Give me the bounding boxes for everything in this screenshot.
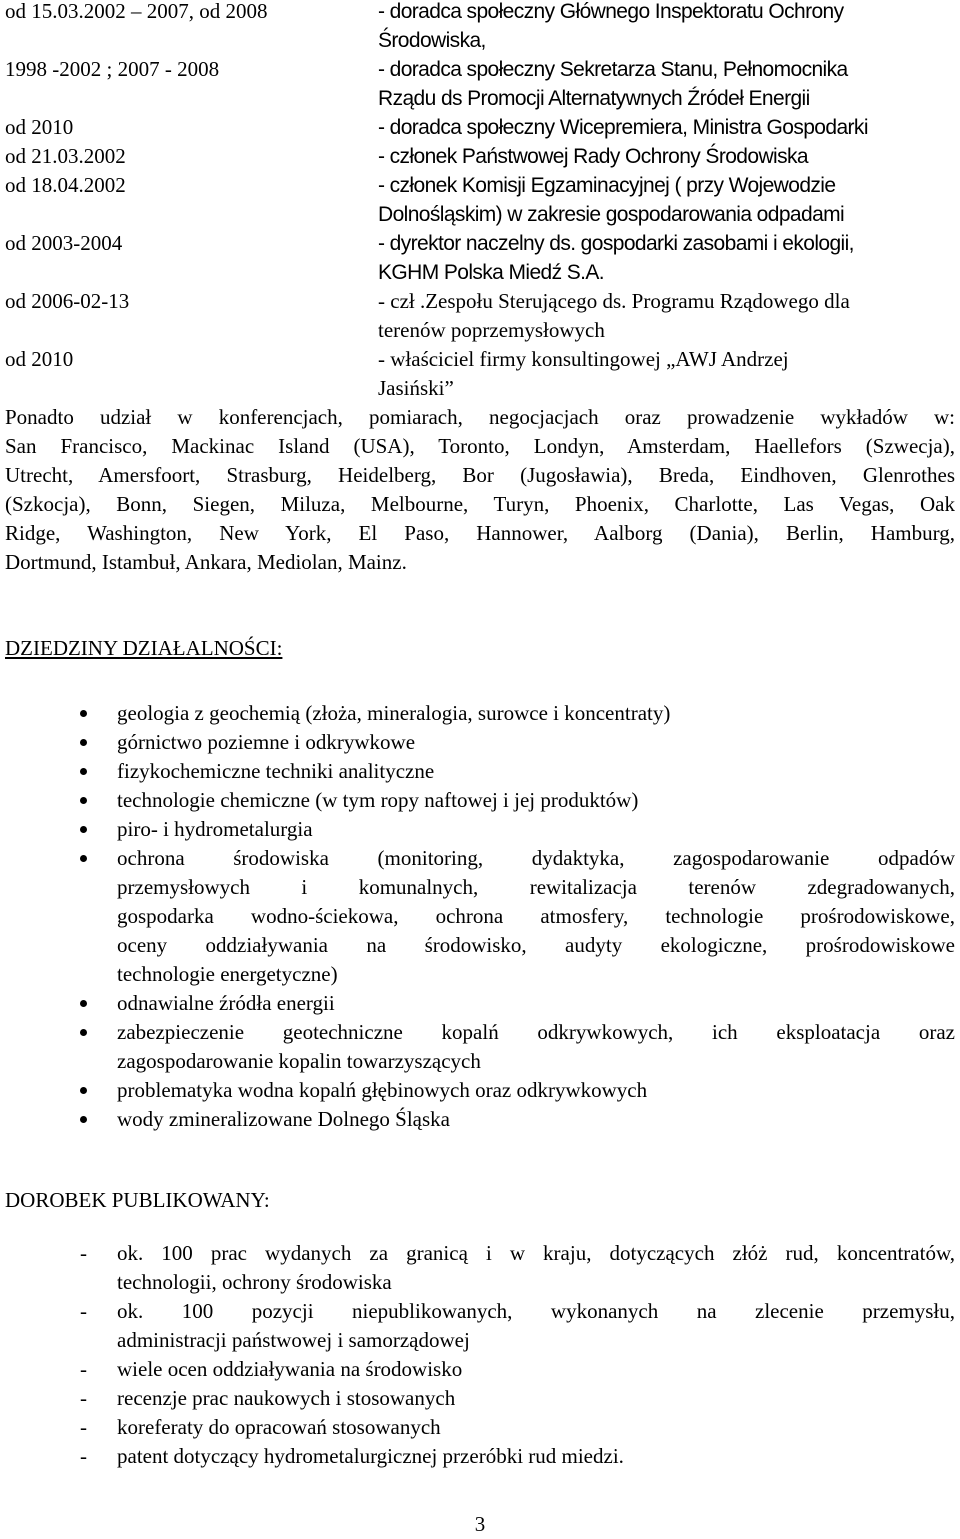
- career-role: [378, 0, 955, 55]
- dash-marker: -: [80, 1444, 87, 1468]
- career-date: od 2006-02-13: [5, 289, 130, 313]
- dash-marker: -: [80, 1357, 87, 1381]
- field-item-line: odnawialne źródła energii: [117, 991, 335, 1015]
- publication-item: [5, 1297, 955, 1355]
- paragraph-line: Ponadto udział w konferencjach, pomiarach, negocjacjach oraz prowadzenie wykładów w:: [5, 405, 955, 429]
- publications-list: [5, 1239, 955, 1471]
- field-item-line: ochrona środowiska (monitoring, dydaktyka, zagospodarowanie odpadów: [117, 846, 955, 870]
- career-role: [378, 113, 955, 142]
- paragraph-line: Dortmund, Istambuł, Ankara, Mediolan, Mainz.: [5, 550, 407, 574]
- career-role-line: Środowiska,: [378, 29, 486, 52]
- career-role-line: Rządu ds Promocji Alternatywnych Źródeł Energii: [378, 87, 810, 110]
- field-item: [5, 1018, 955, 1076]
- field-item: [5, 786, 955, 815]
- field-item-line: zabezpieczenie geotechniczne kopalń odkrywkowych, ich eksploatacja oraz: [117, 1020, 955, 1044]
- publication-item-line: ok. 100 prac wydanych za granicą i w kraju, dotyczących złóż rud, koncentratów,: [117, 1241, 955, 1265]
- career-role-line: - czł .Zespołu Sterującego ds. Programu Rządowego dla: [378, 289, 850, 313]
- career-role-line: - członek Komisji Egzaminacyjnej ( przy Wojewodzie: [378, 174, 836, 197]
- field-item-line: fizykochemiczne techniki analityczne: [117, 759, 435, 783]
- career-role-line: - doradca społeczny Sekretarza Stanu, Pełnomocnika: [378, 58, 848, 81]
- bullet-icon: [80, 797, 87, 804]
- field-item-line: wody zmineralizowane Dolnego Śląska: [117, 1107, 450, 1131]
- paragraph-line: Ridge, Washington, New York, El Paso, Hannower, Aalborg (Dania), Berlin, Hamburg,: [5, 521, 955, 545]
- career-role-line: Dolnośląskim) w zakresie gospodarowania odpadami: [378, 203, 845, 226]
- field-item-line: zagospodarowanie kopalin towarzyszących: [117, 1049, 481, 1073]
- publications-heading: DOROBEK PUBLIKOWANY:: [5, 1188, 270, 1212]
- field-item: [5, 844, 955, 989]
- career-date: od 21.03.2002: [5, 144, 126, 168]
- bullet-icon: [80, 855, 87, 862]
- field-item-line: gospodarka wodno-ściekowa, ochrona atmosfery, technologie prośrodowiskowe,: [117, 904, 955, 928]
- publication-item-line: koreferaty do opracowań stosowanych: [117, 1415, 441, 1439]
- career-role: [378, 229, 955, 287]
- career-row: [5, 171, 955, 229]
- career-role: [378, 171, 955, 229]
- dash-marker: -: [80, 1415, 87, 1439]
- career-role-line: - doradca społeczny Głównego Inspektoratu Ochrony: [378, 0, 844, 23]
- bullet-icon: [80, 1087, 87, 1094]
- career-role-line: - dyrektor naczelny ds. gospodarki zasobami i ekologii,: [378, 232, 854, 255]
- field-item-line: piro- i hydrometalurgia: [117, 817, 313, 841]
- career-role: [378, 55, 955, 113]
- paragraph-line: (Szkocja), Bonn, Siegen, Miluza, Melbourne, Turyn, Phoenix, Charlotte, Las Vegas, Oak: [5, 492, 955, 516]
- bullet-icon: [80, 1116, 87, 1123]
- career-role-line: - doradca społeczny Wicepremiera, Ministra Gospodarki: [378, 116, 868, 139]
- conferences-paragraph: [5, 403, 955, 577]
- career-date: od 2010: [5, 115, 74, 139]
- career-date: od 15.03.2002 – 2007, od 2008: [5, 0, 268, 23]
- career-role: [378, 287, 955, 345]
- fields-heading: DZIEDZINY DZIAŁALNOŚCI:: [5, 636, 283, 660]
- publication-item-line: administracji państwowej i samorządowej: [117, 1328, 470, 1352]
- career-date: od 2010: [5, 347, 74, 371]
- career-row: [5, 345, 955, 403]
- career-row: [5, 0, 955, 55]
- field-item: [5, 815, 955, 844]
- career-row: [5, 55, 955, 113]
- career-list: [5, 0, 955, 403]
- bullet-icon: [80, 710, 87, 717]
- career-date: 1998 -2002 ; 2007 - 2008: [5, 57, 220, 81]
- bullet-icon: [80, 739, 87, 746]
- career-row: [5, 287, 955, 345]
- field-item-line: technologie chemiczne (w tym ropy naftowej i jej produktów): [117, 788, 639, 812]
- document-page: [5, 0, 955, 1471]
- field-item: [5, 989, 955, 1018]
- field-item-line: technologie energetyczne): [117, 962, 338, 986]
- publication-item: [5, 1384, 955, 1413]
- field-item: [5, 1076, 955, 1105]
- career-row: [5, 142, 955, 171]
- paragraph-line: Utrecht, Amersfoort, Strasburg, Heidelberg, Bor (Jugosławia), Breda, Eindhoven, Glenrothes: [5, 463, 955, 487]
- career-role-line: Jasiński”: [378, 376, 454, 400]
- field-item: [5, 1105, 955, 1134]
- career-role: [378, 345, 955, 403]
- publication-item-line: patent dotyczący hydrometalurgicznej przeróbki rud miedzi.: [117, 1444, 624, 1468]
- publication-item-line: recenzje prac naukowych i stosowanych: [117, 1386, 456, 1410]
- publication-item: [5, 1442, 955, 1471]
- bullet-icon: [80, 768, 87, 775]
- field-item-line: geologia z geochemią (złoża, mineralogia, surowce i koncentraty): [117, 701, 671, 725]
- dash-marker: -: [80, 1299, 87, 1323]
- publication-item: [5, 1239, 955, 1297]
- career-role-line: terenów poprzemysłowych: [378, 318, 605, 342]
- career-role-line: KGHM Polska Miedź S.A.: [378, 261, 605, 284]
- publication-item: [5, 1355, 955, 1384]
- field-item-line: oceny oddziaływania na środowisko, audyty ekologiczne, prośrodowiskowe: [117, 933, 955, 957]
- career-date: od 18.04.2002: [5, 173, 126, 197]
- bullet-icon: [80, 826, 87, 833]
- field-item: [5, 728, 955, 757]
- field-item-line: przemysłowych i komunalnych, rewitalizacja terenów zdegradowanych,: [117, 875, 955, 899]
- field-item: [5, 699, 955, 728]
- publication-item: [5, 1413, 955, 1442]
- fields-list: [5, 699, 955, 1134]
- career-role-line: - członek Państwowej Rady Ochrony Środowiska: [378, 145, 808, 168]
- career-row: [5, 113, 955, 142]
- career-date: od 2003-2004: [5, 231, 123, 255]
- field-item: [5, 757, 955, 786]
- field-item-line: problematyka wodna kopalń głębinowych oraz odkrywkowych: [117, 1078, 648, 1102]
- field-item-line: górnictwo poziemne i odkrywkowe: [117, 730, 416, 754]
- bullet-icon: [80, 1029, 87, 1036]
- career-row: [5, 229, 955, 287]
- bullet-icon: [80, 1000, 87, 1007]
- paragraph-line: San Francisco, Mackinac Island (USA), Toronto, Londyn, Amsterdam, Haellefors (Szwecja),: [5, 434, 955, 458]
- publication-item-line: technologii, ochrony środowiska: [117, 1270, 392, 1294]
- career-role-line: - właściciel firmy konsultingowej „AWJ Andrzej: [378, 347, 789, 371]
- publication-item-line: wiele ocen oddziaływania na środowisko: [117, 1357, 463, 1381]
- dash-marker: -: [80, 1386, 87, 1410]
- career-role: [378, 142, 955, 171]
- publication-item-line: ok. 100 pozycji niepublikowanych, wykonanych na zlecenie przemysłu,: [117, 1299, 955, 1323]
- page-number: 3: [474, 1512, 486, 1536]
- dash-marker: -: [80, 1241, 87, 1265]
